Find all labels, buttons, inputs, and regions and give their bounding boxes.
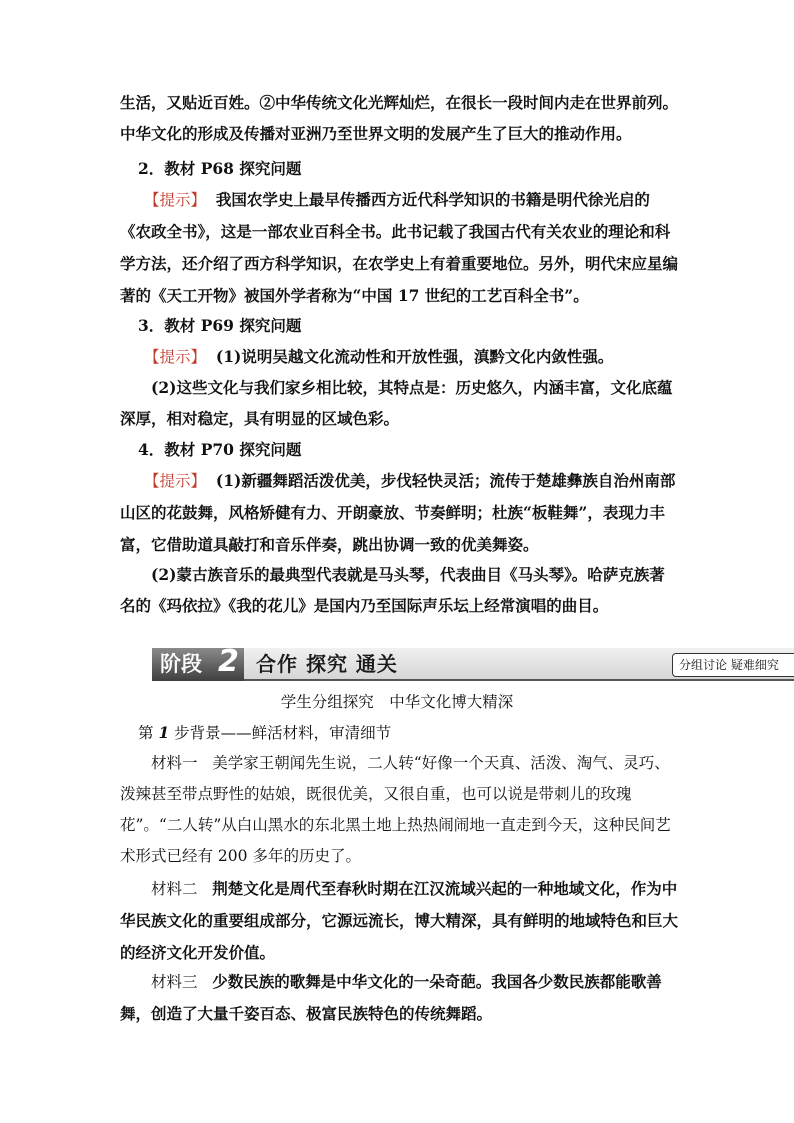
hint-paragraph-4a: 【提示】 (1)新疆舞蹈活泼优美，步伐轻快灵活；流传于楚雄彝族自治州南部山区的花鼓舞，风格矫健有力、开朗豪放、节奏鲜明；杜族“板鞋舞”，表现力丰富，它借助道具敲打和音乐伴奏，跳出协调一致的优美舞姿。 [120, 471, 676, 554]
hint-label: 【提示】 [144, 472, 207, 490]
material-3-label: 材料三 [151, 973, 198, 991]
hint-paragraph-3a: 【提示】 (1)说明吴越文化流动性和开放性强，滇黔文化内敛性强。 [144, 347, 614, 366]
hint-label: 【提示】 [144, 348, 207, 366]
material-2: 材料二 荆楚文化是周代至春秋时期在江汉流域兴起的一种地域文化，作为中华民族文化的重要组成部分，它源远流长，博大精深，具有鲜明的地域特色和巨大的经济文化开发价值。 [120, 879, 679, 962]
hint-paragraph-3b: (2)这些文化与我们家乡相比较，其特点是：历史悠久，内涵丰富，文化底蕴深厚，相对稳定，具有明显的区域色彩。 [120, 378, 673, 428]
material-2-label: 材料二 [151, 880, 198, 898]
material-1: 材料一 美学家王朝闻先生说，二人转“好像一个天真、活泼、淘气、灵巧、泼辣甚至带点野性的姑娘，既很优美，又很自重，也可以说是带刺儿的玫瑰花”。“二人转”从白山黑水的东北黑土地上热热闹闹地一直走到今天，这种民间艺术形式已经有 200 多年的历史了。 [120, 754, 671, 865]
question-heading-4: 4．教材 P70 探究问题 [138, 440, 302, 459]
question-heading-2: 2．教材 P68 探究问题 [138, 159, 302, 178]
hint-label: 【提示】 [144, 191, 207, 209]
stage-number: 2 [218, 644, 239, 679]
hint-paragraph-4b: (2)蒙古族音乐的最典型代表就是马头琴，代表曲目《马头琴》。哈萨克族著名的《玛依拉》《我的花儿》是国内乃至国际声乐坛上经常演唱的曲目。 [120, 565, 665, 615]
stage-badge [152, 644, 244, 681]
hint-paragraph-2: 【提示】 我国农学史上最早传播西方近代科学知识的书籍是明代徐光启的《农政全书》，这是一部农业百科全书。此书记载了我国古代有关农业的理论和科学方法，还介绍了西方科学知识，在农学史上有着重要地位。另外，明代宋应星编著的《天工开物》被国外学者称为“中国 17 世纪的工艺百科全书”。 [120, 190, 679, 305]
stage-banner [152, 644, 794, 681]
material-3: 材料三 少数民族的歌舞是中华文化的一朵奇葩。我国各少数民族都能歌善舞，创造了大量千姿百态、极富民族特色的传统舞蹈。 [120, 972, 662, 1023]
stage-label: 阶段 [160, 652, 202, 676]
step-heading: 第 1 步背景——鲜活材料，审清细节 [138, 723, 392, 742]
material-1-label: 材料一 [151, 754, 198, 772]
banner-underline [152, 679, 794, 681]
stage-tag: 分组讨论 疑难细究 [672, 653, 794, 677]
question-heading-3: 3．教材 P69 探究问题 [138, 316, 302, 335]
section-subtitle: 学生分组探究 中华文化博大精深 [280, 693, 514, 711]
stage-title: 合作 探究 通关 [256, 652, 398, 676]
paragraph-intro: 生活，又贴近百姓。②中华传统文化光辉灿烂，在很长一段时间内走在世界前列。中华文化的形成及传播对亚洲乃至世界文明的发展产生了巨大的推动作用。 [120, 93, 679, 143]
